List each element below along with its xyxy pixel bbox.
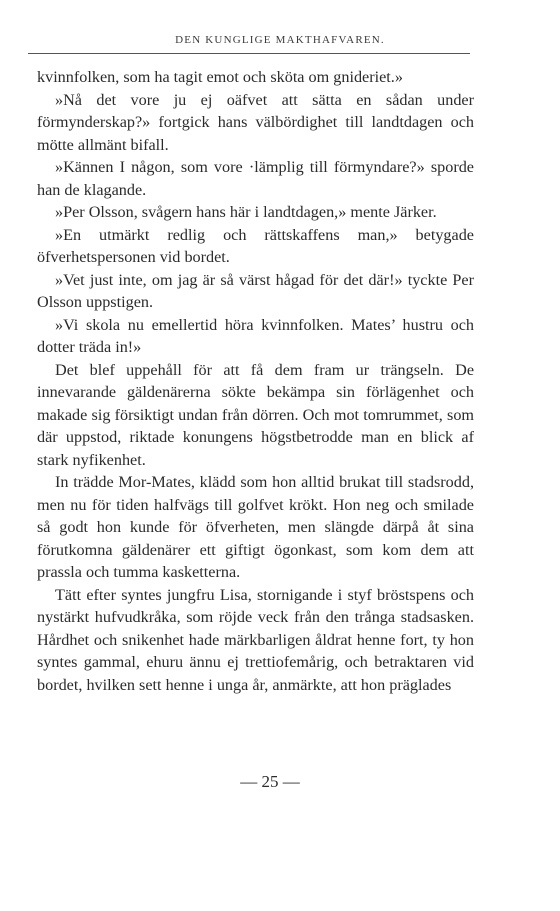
body-text xyxy=(37,66,474,696)
paragraph: »Nå det vore ju ej oäfvet att sätta en sådan under förmynderskap?» fortgick hans välbördighet till landtdagen och mötte allmänt bifall. xyxy=(37,90,474,154)
header-rule xyxy=(28,53,470,54)
paragraph: »Vet just inte, om jag är så värst hågad för det där!» tyckte Per Olsson uppstigen. xyxy=(37,270,474,311)
paragraph: kvinnfolken, som ha tagit emot och sköta om gnideriet.» xyxy=(37,68,403,86)
paragraph: In trädde Mor-Mates, klädd som hon alltid brukat till stadsrodd, men nu för tiden halfvägs till golfvet krökt. Hon neg och smilade så godt hon kunde för öfverheten, men slängde därpå åt sina förutkomna gäldenärer ett giftigt ögonkast, som kom dem att prassla och tumma kasketterna. xyxy=(37,473,474,581)
paragraph: »Per Olsson, svågern hans här i landtdagen,» mente Järker. xyxy=(55,203,437,221)
paragraph: »Vi skola nu emellertid höra kvinnfolken. Mates’ hustru och dotter träda in!» xyxy=(37,315,474,356)
paragraph: »Kännen I någon, som vore ·lämplig till förmyndare?» sporde han de klagande. xyxy=(37,158,474,199)
page-number: — 25 — xyxy=(240,772,300,791)
paragraph: Tätt efter syntes jungfru Lisa, stornigande i styf bröstspens och nystärkt hufvudkråka, som röjde veck från den trånga stadsasken. Hårdhet och snikenhet hade märkbarligen åldrat henne fort, ty hon syntes gammal, ehuru ännu ej trettiofemårig, och betraktaren vid bordet, hvilken sett henne i unga år, anmärkte, att hon präglades xyxy=(37,585,474,694)
paragraph: Det blef uppehåll för att få dem fram ur trängseln. De innevarande gäldenärerna sökte bekämpa sin förlägenhet och makade sig försiktigt undan från dörren. Och mot tomrummet, som där uppstod, riktade konungens högstbetrodde man en blick af stark nyfikenhet. xyxy=(37,360,474,469)
running-head: DEN KUNGLIGE MAKTHAFVAREN. xyxy=(175,34,385,46)
paragraph: »En utmärkt redlig och rättskaffens man,» betygade öfverhetspersonen vid bordet. xyxy=(37,225,474,266)
